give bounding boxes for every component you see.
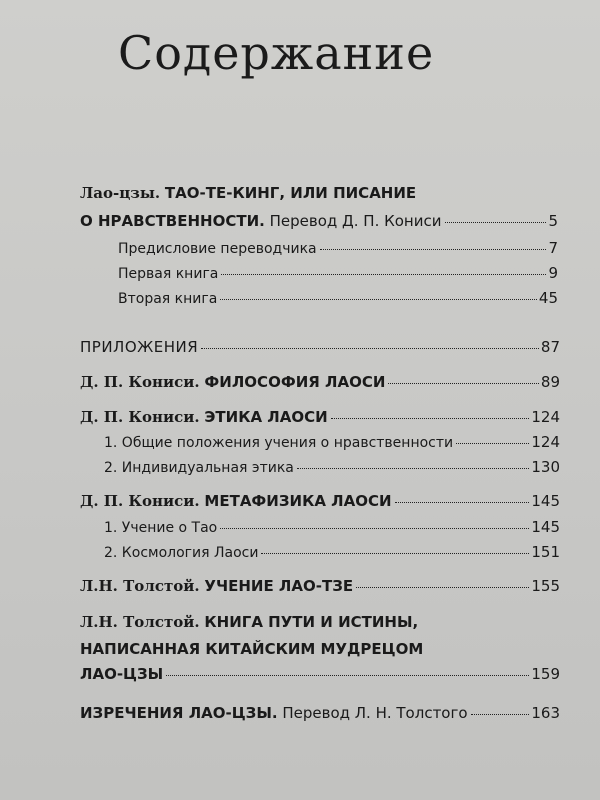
entry-translator: Перевод Д. П. Кониси <box>269 212 442 230</box>
toc-entry-metaphysics-2 <box>104 542 560 563</box>
entry-title: О НРАВСТВЕННОСТИ. <box>80 212 265 230</box>
dot-leader <box>320 248 547 250</box>
dot-leader <box>220 298 537 300</box>
dot-leader <box>471 713 530 715</box>
dot-leader <box>261 552 529 554</box>
entry-title: НАПИСАННАЯ КИТАЙСКИМ МУДРЕЦОМ <box>80 640 424 658</box>
entry-title: ЭТИКА ЛАОСИ <box>204 408 328 426</box>
entry-title: ИЗРЕЧЕНИЯ ЛАО-ЦЗЫ. <box>80 704 278 722</box>
entry-label: Предисловие переводчика <box>118 241 317 257</box>
dot-leader <box>166 674 529 676</box>
page-number: 87 <box>540 338 560 356</box>
toc-entry-tolstoy-teaching <box>80 576 560 596</box>
page-number: 155 <box>531 577 560 595</box>
entry-author: Д. П. Кониси. <box>80 373 200 391</box>
toc-entry-tolstoy-book-line2 <box>80 639 423 659</box>
toc-entry-appendix <box>80 337 560 357</box>
dot-leader <box>395 501 530 503</box>
page-number: 45 <box>538 289 558 307</box>
entry-label: 2. Космология Лаоси <box>104 545 259 561</box>
toc-entry-ethics-2 <box>104 457 560 478</box>
entry-title: КНИГА ПУТИ И ИСТИНЫ, <box>204 613 419 631</box>
toc-entry-metaphysics-1 <box>104 517 560 538</box>
toc-entry-metaphysics <box>80 491 560 511</box>
dot-leader <box>297 467 529 469</box>
page-number: 130 <box>531 458 560 476</box>
page-number: 151 <box>531 543 560 561</box>
entry-author: Д. П. Кониси. <box>80 492 200 510</box>
dot-leader <box>356 586 529 588</box>
entry-author: Д. П. Кониси. <box>80 408 200 426</box>
dot-leader <box>221 273 546 275</box>
toc-entry-philosophy <box>80 372 560 392</box>
toc-entry-sayings <box>80 703 560 723</box>
page-number: 145 <box>531 492 560 510</box>
page-number: 124 <box>531 433 560 451</box>
toc-entry-ethics-1 <box>104 432 560 453</box>
toc-entry-laozi <box>80 211 558 231</box>
page-title: Содержание <box>118 26 435 80</box>
page-number: 9 <box>548 264 558 282</box>
toc-entry-tolstoy-book-line1 <box>80 612 418 632</box>
entry-label: 1. Учение о Тао <box>104 520 218 536</box>
entry-title: УЧЕНИЕ ЛАО-ТЗЕ <box>204 577 354 595</box>
toc-entry-tolstoy-book <box>80 664 560 684</box>
page-number: 124 <box>531 408 560 426</box>
dot-leader <box>220 527 529 529</box>
entry-label: Первая книга <box>118 266 219 282</box>
page-number: 5 <box>548 212 558 230</box>
entry-title: ФИЛОСОФИЯ ЛАОСИ <box>204 373 386 391</box>
dot-leader <box>445 221 547 223</box>
page-number: 163 <box>531 704 560 722</box>
toc-entry-preface <box>118 238 558 259</box>
dot-leader <box>331 417 530 419</box>
page-number: 7 <box>548 239 558 257</box>
toc-entry-ethics <box>80 407 560 427</box>
dot-leader <box>388 382 539 384</box>
entry-title: МЕТАФИЗИКА ЛАОСИ <box>204 492 392 510</box>
toc-entry-book1 <box>118 263 558 284</box>
page-number: 159 <box>531 665 560 683</box>
entry-author: Лао-цзы. <box>80 184 161 202</box>
entry-title: ТАО-ТЕ-КИНГ, ИЛИ ПИСАНИЕ <box>164 184 417 202</box>
entry-label: Вторая книга <box>118 291 218 307</box>
entry-translator: Перевод Л. Н. Толстого <box>282 704 468 722</box>
entry-label: 1. Общие положения учения о нравственности <box>104 435 454 451</box>
entry-author: Л.Н. Толстой. <box>80 577 200 595</box>
entry-label: ПРИЛОЖЕНИЯ <box>80 338 199 356</box>
page-number: 145 <box>531 518 560 536</box>
entry-label: 2. Индивидуальная этика <box>104 460 294 476</box>
dot-leader <box>201 347 539 349</box>
toc-entry-book2 <box>118 288 558 309</box>
dot-leader <box>456 442 529 444</box>
entry-title: ЛАО-ЦЗЫ <box>80 665 164 683</box>
entry-author: Л.Н. Толстой. <box>80 613 200 631</box>
page-number: 89 <box>540 373 560 391</box>
toc-entry-laozi-line1 <box>80 183 416 203</box>
